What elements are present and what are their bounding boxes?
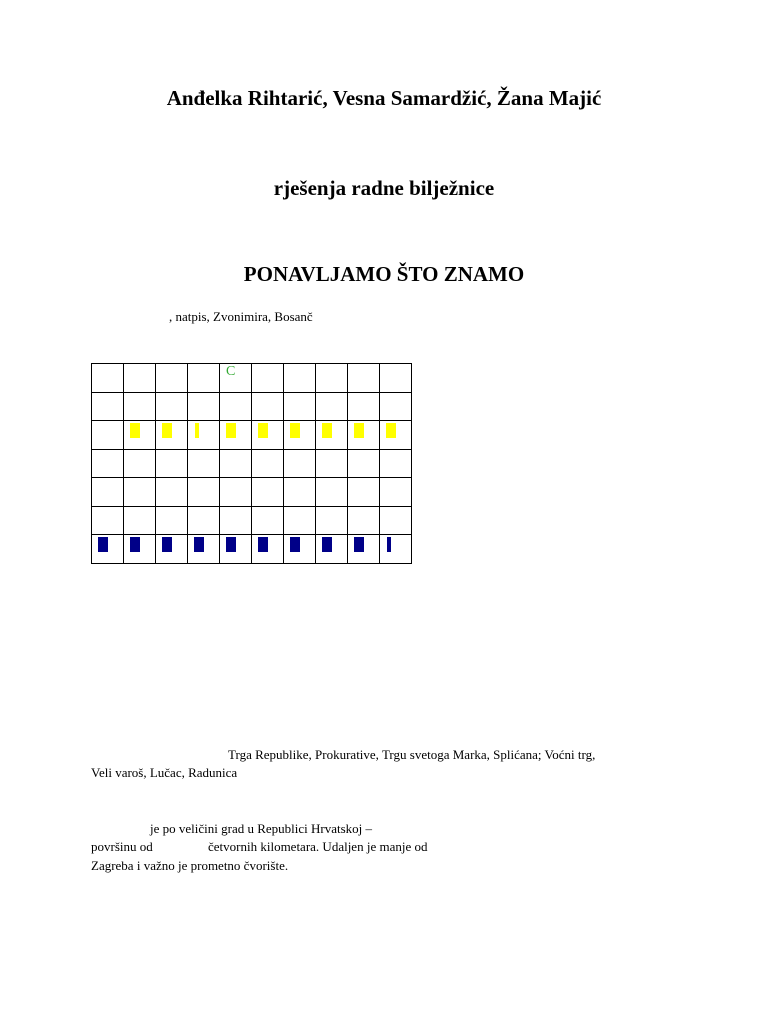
- workbook-subtitle: rješenja radne bilježnice: [273, 176, 495, 200]
- grid-cell: [284, 364, 316, 393]
- answer-line-2b: Veli varoš, Lučac, Radunica: [91, 765, 238, 780]
- grid-mark: [258, 423, 268, 438]
- grid-cell: [284, 535, 316, 564]
- grid-cell: [284, 506, 316, 535]
- grid-cell: [316, 392, 348, 421]
- grid-cell: [380, 421, 412, 450]
- grid-cell: [156, 478, 188, 507]
- grid-cell: [348, 421, 380, 450]
- grid-cell: [124, 449, 156, 478]
- grid-cell: [156, 535, 188, 564]
- grid-cell: [348, 449, 380, 478]
- grid-cell: [124, 421, 156, 450]
- grid-cell: [124, 506, 156, 535]
- grid-cell: [124, 535, 156, 564]
- grid-cell: [92, 506, 124, 535]
- grid-cell: [188, 478, 220, 507]
- grid-mark: [162, 537, 172, 552]
- grid-mark: [290, 537, 300, 552]
- grid-cell: [252, 364, 284, 393]
- grid-mark: [194, 537, 204, 552]
- grid-mark: [130, 423, 140, 438]
- grid-cell: [188, 421, 220, 450]
- grid-cell: [220, 449, 252, 478]
- grid-cell: [156, 449, 188, 478]
- grid-cell: [348, 364, 380, 393]
- grid-row: [92, 421, 412, 450]
- grid-cell: [316, 478, 348, 507]
- grid-cell: [252, 535, 284, 564]
- grid-cell: [156, 364, 188, 393]
- grid-cell: [348, 478, 380, 507]
- grid-mark: [322, 537, 332, 552]
- grid-cell: [188, 364, 220, 393]
- grid-mark: [290, 423, 300, 438]
- grid-cell: [316, 506, 348, 535]
- grid-mark: [195, 423, 199, 438]
- grid-cell: [124, 478, 156, 507]
- grid-cell: [156, 421, 188, 450]
- grid-cell: [220, 506, 252, 535]
- grid-cell: [188, 449, 220, 478]
- grid-cell: [92, 535, 124, 564]
- grid-mark: [226, 537, 236, 552]
- grid-cell: [284, 449, 316, 478]
- grid-cell: [380, 478, 412, 507]
- grid-cell: [92, 449, 124, 478]
- grid-cell: [252, 421, 284, 450]
- grid-mark: [162, 423, 172, 438]
- grid-cell: [252, 392, 284, 421]
- grid-cell: [284, 478, 316, 507]
- grid-cell: [220, 535, 252, 564]
- grid-cell: [380, 535, 412, 564]
- grid-cell: [380, 506, 412, 535]
- grid-cell: [92, 364, 124, 393]
- grid-cell: [284, 392, 316, 421]
- grid-mark: [258, 537, 268, 552]
- grid-cell: [348, 392, 380, 421]
- grid-mark: [226, 423, 236, 438]
- grid-cell: [188, 392, 220, 421]
- grid-cell: [252, 478, 284, 507]
- authors-heading: Anđelka Rihtarić, Vesna Samardžić, Žana Majić: [166, 86, 602, 110]
- grid-mark: [354, 537, 364, 552]
- grid-cell: [284, 421, 316, 450]
- grid-cell: [220, 392, 252, 421]
- answer-line-1: , natpis, Zvonimira, Bosanč: [169, 309, 313, 324]
- grid-cell: [92, 392, 124, 421]
- grid-cell: [316, 449, 348, 478]
- grid-mark: [387, 537, 391, 552]
- grid-cell: [316, 364, 348, 393]
- grid-cell: [348, 535, 380, 564]
- grid-row: [92, 449, 412, 478]
- grid-row: [92, 506, 412, 535]
- grid-cell: [188, 506, 220, 535]
- grid-mark: [354, 423, 364, 438]
- grid-cell: [380, 392, 412, 421]
- grid-row: [92, 392, 412, 421]
- grid-cell: [220, 478, 252, 507]
- answer-line-3b-part2: četvornih kilometara. Udaljen je manje od: [208, 839, 428, 854]
- grid-cell: [156, 506, 188, 535]
- section-title: PONAVLJAMO ŠTO ZNAMO: [243, 262, 525, 286]
- answer-line-3b-part1: površinu od: [91, 839, 153, 854]
- grid-mark: [322, 423, 332, 438]
- grid-cell: [188, 535, 220, 564]
- grid-row: [92, 535, 412, 564]
- grid-cell: [380, 364, 412, 393]
- answer-line-2a: Trga Republike, Prokurative, Trgu svetoga Marka, Splićana; Voćni trg,: [228, 747, 596, 762]
- grid-cell: [380, 449, 412, 478]
- grid-cell: [220, 421, 252, 450]
- grid-cell: [92, 421, 124, 450]
- grid-cell: [124, 364, 156, 393]
- grid-cell: [348, 506, 380, 535]
- grid-cell: [252, 449, 284, 478]
- answer-line-3c: Zagreba i važno je prometno čvorište.: [91, 858, 289, 873]
- crossword-grid: [91, 363, 412, 564]
- grid-cell: [92, 478, 124, 507]
- grid-cell: [156, 392, 188, 421]
- grid-cell: [316, 421, 348, 450]
- grid-cell: [220, 364, 252, 393]
- grid-letter: C: [226, 364, 236, 379]
- grid-cell: [316, 535, 348, 564]
- grid-row: [92, 478, 412, 507]
- answer-line-3a: je po veličini grad u Republici Hrvatskoj –: [150, 821, 373, 836]
- grid-cell: [252, 506, 284, 535]
- grid-mark: [130, 537, 140, 552]
- grid-cell: [124, 392, 156, 421]
- grid-mark: [386, 423, 396, 438]
- grid-mark: [98, 537, 108, 552]
- grid-row: [92, 364, 412, 393]
